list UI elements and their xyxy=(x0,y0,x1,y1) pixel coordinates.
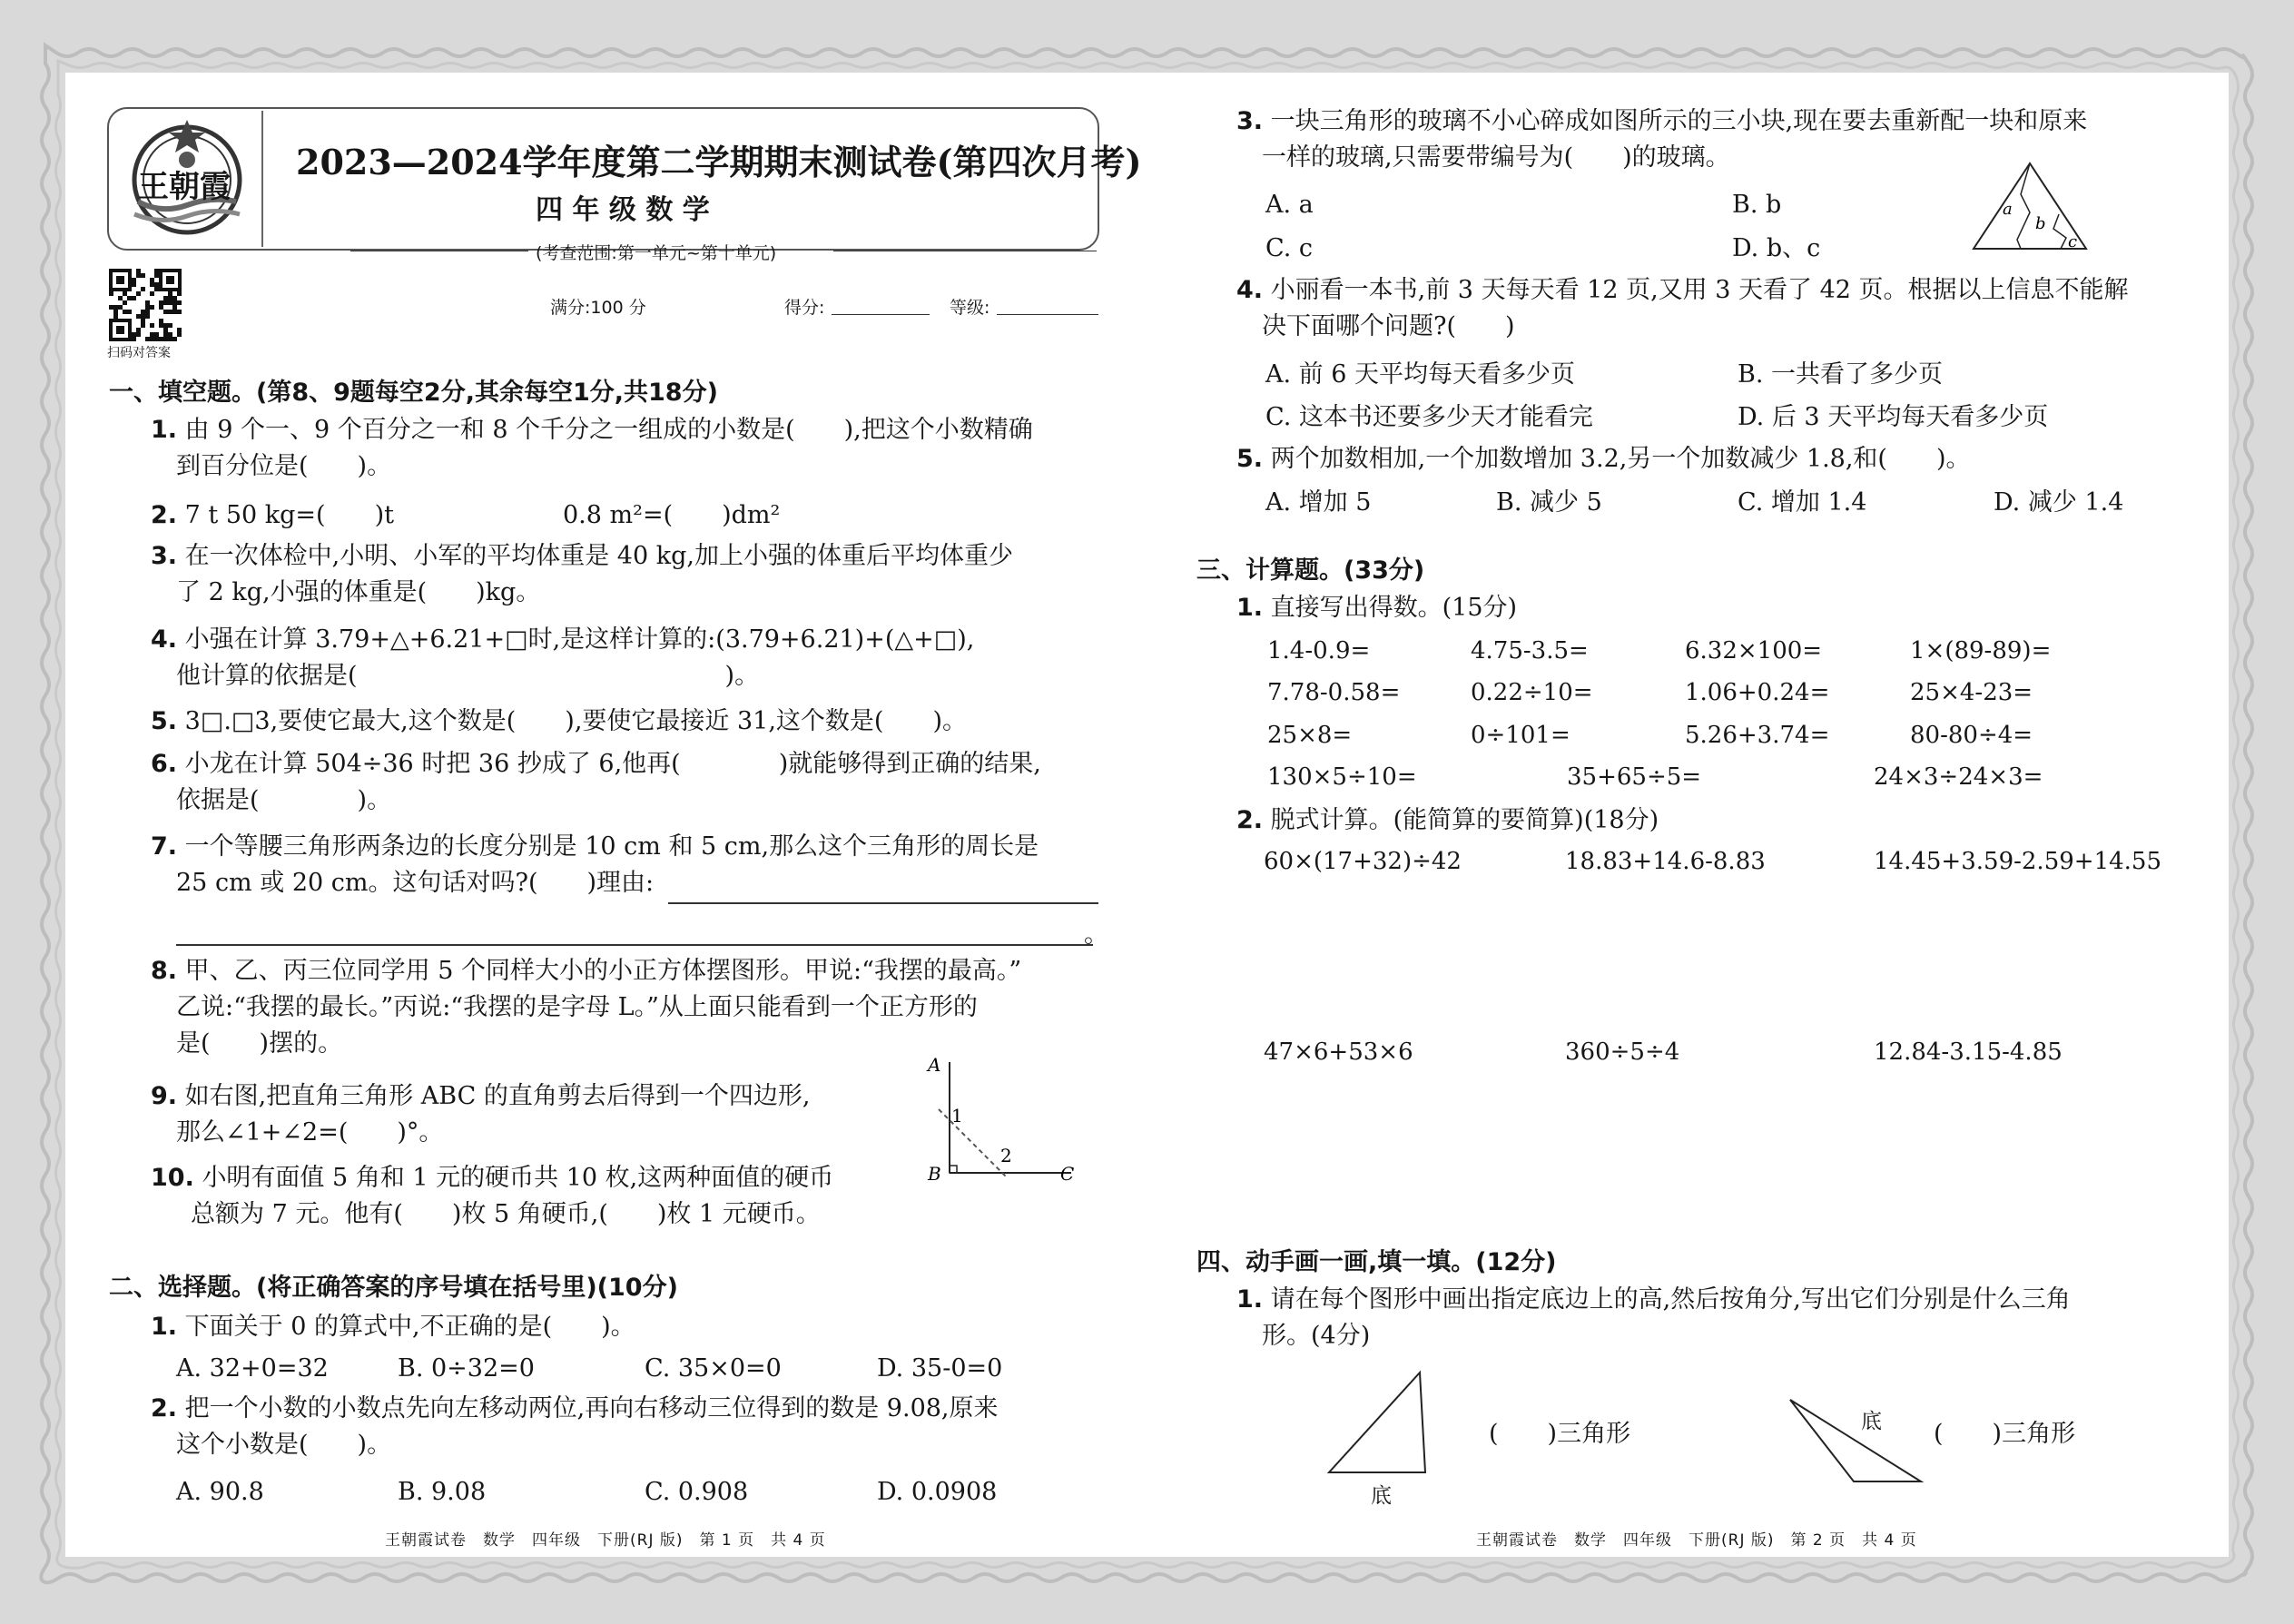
fig-label-1: 1 xyxy=(951,1105,963,1127)
s2-q1: 1. 下面关于 0 的算式中,不正确的是( )。 xyxy=(151,1313,635,1341)
calc-r1-c4: 1×(89-89)= xyxy=(1910,637,2052,664)
ex-r1-c2: 18.83+14.6-8.83 xyxy=(1565,848,1766,875)
s2-q4-opt-a[interactable]: A. 前 6 天平均每天看多少页 xyxy=(1265,360,1576,389)
s2-q3-opt-c[interactable]: C. c xyxy=(1265,234,1313,262)
calc-r1-c2: 4.75-3.5= xyxy=(1471,637,1589,664)
ex-r2-c3: 12.84-3.15-4.85 xyxy=(1874,1038,2063,1066)
s1-q3: 3. 在一次体检中,小明、小军的平均体重是 40 kg,加上小强的体重后平均体重少 了 2 kg,小强的体重是( )kg。 xyxy=(151,542,1013,606)
calc-r2-c1: 7.78-0.58= xyxy=(1267,679,1401,706)
s1-q6: 6. 小龙在计算 504÷36 时把 36 抄成了 6,他再( )就能够得到正确的结果, 依据是( )。 xyxy=(151,750,1041,814)
s1-q10: 10. 小明有面值 5 角和 1 元的硬币共 10 枚,这两种面值的硬币 总额为 7 元。他有( )枚 5 角硬币,( )枚 1 元硬币。 xyxy=(151,1164,834,1228)
ex-r2-c2: 360÷5÷4 xyxy=(1565,1038,1680,1066)
s2-q4-opt-b[interactable]: B. 一共看了多少页 xyxy=(1738,360,1944,389)
grade-label: 等级: xyxy=(950,298,990,318)
section3-heading: 三、计算题。(33分) xyxy=(1196,556,1425,585)
s2-q1-opt-d[interactable]: D. 35-0=0 xyxy=(877,1354,1003,1383)
s2-q3-opt-d[interactable]: D. b、c xyxy=(1732,234,1821,262)
s2-q3: 3. 一块三角形的玻璃不小心碎成如图所示的三小块,现在要去重新配一块和原来 一样的玻璃,只需要带编号为( )的玻璃。 xyxy=(1236,107,2088,172)
s2-q3-opt-b[interactable]: B. b xyxy=(1732,191,1782,219)
page-subtitle: 四 年 级 数 学 xyxy=(536,194,710,226)
fig-label-2: 2 xyxy=(1000,1145,1012,1166)
s2-q5-opt-b[interactable]: B. 减少 5 xyxy=(1496,488,1602,517)
header-divider xyxy=(261,111,263,247)
calc-r1-c3: 6.32×100= xyxy=(1685,637,1823,664)
fig-label-b: B xyxy=(928,1163,941,1185)
broken-glass-figure xyxy=(1966,158,2093,254)
fig-label-c: C xyxy=(1060,1163,1075,1185)
glass-label-a: a xyxy=(2003,200,2013,219)
right-triangle-figure xyxy=(917,1053,1089,1189)
exam-scope: (考查范围:第一单元~第十单元) xyxy=(536,243,777,263)
s2-q1-opt-a[interactable]: A. 32+0=32 xyxy=(176,1354,329,1383)
triangle2-answer[interactable]: ( )三角形 xyxy=(1934,1420,2076,1448)
s1-q7: 7. 一个等腰三角形两条边的长度分别是 10 cm 和 5 cm,那么这个三角形的周长是 25 cm 或 20 cm。这句话对吗?( )理由: xyxy=(151,832,1039,897)
s2-q3-opt-a[interactable]: A. a xyxy=(1265,191,1314,219)
calc-r3-c3: 5.26+3.74= xyxy=(1685,722,1830,749)
calc-r2-c4: 25×4-23= xyxy=(1910,679,2033,706)
glass-label-b: b xyxy=(2035,214,2046,233)
s1-q9: 9. 如右图,把直角三角形 ABC 的直角剪去后得到一个四边形, 那么∠1+∠2=( )°。 xyxy=(151,1082,811,1147)
triangle-figure-2 xyxy=(1785,1394,1930,1485)
calc-r4-c3: 24×3÷24×3= xyxy=(1874,763,2043,791)
section1-heading: 一、填空题。(第8、9题每空2分,其余每空1分,共18分) xyxy=(109,379,718,407)
s4-q1: 1. 请在每个图形中画出指定底边上的高,然后按角分,写出它们分别是什么三角 形。(4分) xyxy=(1236,1285,2071,1350)
s2-q2-opt-b[interactable]: B. 9.08 xyxy=(398,1478,487,1506)
triangle-figure-1 xyxy=(1325,1367,1434,1474)
q7-reason-blank-2[interactable] xyxy=(176,944,1093,946)
s2-q2-opt-a[interactable]: A. 90.8 xyxy=(176,1478,264,1506)
ex-r1-c3: 14.45+3.59-2.59+14.55 xyxy=(1874,848,2162,875)
logo-text: 王朝霞 xyxy=(138,169,231,205)
score-label: 得分: xyxy=(784,298,825,318)
q7-reason-blank-1[interactable] xyxy=(668,902,1098,904)
q7-end-mark: 。 xyxy=(1084,920,1108,949)
ex-r1-c1: 60×(17+32)÷42 xyxy=(1264,848,1462,875)
grade-blank[interactable] xyxy=(997,314,1098,315)
s1-q2b: 0.8 m²=( )dm² xyxy=(563,501,781,529)
calc-r2-c3: 1.06+0.24= xyxy=(1685,679,1830,706)
triangle1-answer[interactable]: ( )三角形 xyxy=(1489,1420,1631,1448)
s3-sub1: 1. 直接写出得数。(15分) xyxy=(1236,594,1518,622)
s2-q5-opt-c[interactable]: C. 增加 1.4 xyxy=(1738,488,1867,517)
s1-q5: 5. 3□.□3,要使它最大,这个数是( ),要使它最接近 31,这个数是( )。 xyxy=(151,707,968,735)
s2-q1-opt-b[interactable]: B. 0÷32=0 xyxy=(398,1354,535,1383)
ex-r2-c1: 47×6+53×6 xyxy=(1264,1038,1413,1066)
qr-code xyxy=(109,269,182,341)
right-footer: 王朝霞试卷 数学 四年级 下册(RJ 版) 第 2 页 共 4 页 xyxy=(1476,1531,1917,1550)
full-marks: 满分:100 分 xyxy=(550,298,646,318)
s2-q2-opt-d[interactable]: D. 0.0908 xyxy=(877,1478,998,1506)
fig-label-a: A xyxy=(928,1054,941,1076)
s2-q5-opt-d[interactable]: D. 减少 1.4 xyxy=(1994,488,2124,517)
s1-q8: 8. 甲、乙、丙三位同学用 5 个同样大小的小正方体摆图形。甲说:“我摆的最高。” 乙说:“我摆的最长。”丙说:“我摆的是字母 L。”从上面只能看到一个正方形的 是( )摆的。 xyxy=(151,957,1022,1058)
glass-label-c: c xyxy=(2068,232,2078,251)
s1-q1: 1. 由 9 个一、9 个百分之一和 8 个千分之一组成的小数是( ),把这个小数精确 到百分位是( )。 xyxy=(151,416,1033,480)
calc-r2-c2: 0.22÷10= xyxy=(1471,679,1593,706)
section4-heading: 四、动手画一画,填一填。(12分) xyxy=(1196,1248,1557,1276)
s2-q4-opt-c[interactable]: C. 这本书还要多少天才能看完 xyxy=(1265,403,1593,431)
s2-q2: 2. 把一个小数的小数点先向左移动两位,再向右移动三位得到的数是 9.08,原来 这个小数是( )。 xyxy=(151,1394,999,1459)
s2-q4-opt-d[interactable]: D. 后 3 天平均每天看多少页 xyxy=(1738,403,2049,431)
left-footer: 王朝霞试卷 数学 四年级 下册(RJ 版) 第 1 页 共 4 页 xyxy=(385,1531,826,1550)
qr-caption: 扫码对答案 xyxy=(107,346,171,360)
calc-r1-c1: 1.4-0.9= xyxy=(1267,637,1371,664)
calc-r4-c1: 130×5÷10= xyxy=(1267,763,1417,791)
s3-sub2: 2. 脱式计算。(能简算的要简算)(18分) xyxy=(1236,806,1659,834)
s2-q5: 5. 两个加数相加,一个加数增加 3.2,另一个加数减少 1.8,和( )。 xyxy=(1236,445,1971,473)
s1-q4: 4. 小强在计算 3.79+△+6.21+□时,是这样计算的:(3.79+6.21)+(△+□), 他计算的依据是( )。 xyxy=(151,625,975,690)
s2-q1-opt-c[interactable]: C. 35×0=0 xyxy=(645,1354,782,1383)
page-title: 2023—2024学年度第二学期期末测试卷(第四次月考) xyxy=(296,142,1142,182)
s2-q2-opt-c[interactable]: C. 0.908 xyxy=(645,1478,749,1506)
calc-r4-c2: 35+65÷5= xyxy=(1567,763,1702,791)
s2-q5-opt-a[interactable]: A. 增加 5 xyxy=(1265,488,1372,517)
section2-heading: 二、选择题。(将正确答案的序号填在括号里)(10分) xyxy=(109,1274,678,1302)
calc-r3-c2: 0÷101= xyxy=(1471,722,1570,749)
triangle1-base-label: 底 xyxy=(1371,1484,1392,1508)
score-blank[interactable] xyxy=(832,314,930,315)
calc-r3-c1: 25×8= xyxy=(1267,722,1353,749)
s2-q4: 4. 小丽看一本书,前 3 天每天看 12 页,又用 3 天看了 42 页。根据以上信息不能解 决下面哪个问题?( ) xyxy=(1236,276,2129,340)
s1-q2: 2. 7 t 50 kg=( )t xyxy=(151,501,394,529)
calc-r3-c4: 80-80÷4= xyxy=(1910,722,2033,749)
triangle2-base-label: 底 xyxy=(1861,1410,1882,1433)
